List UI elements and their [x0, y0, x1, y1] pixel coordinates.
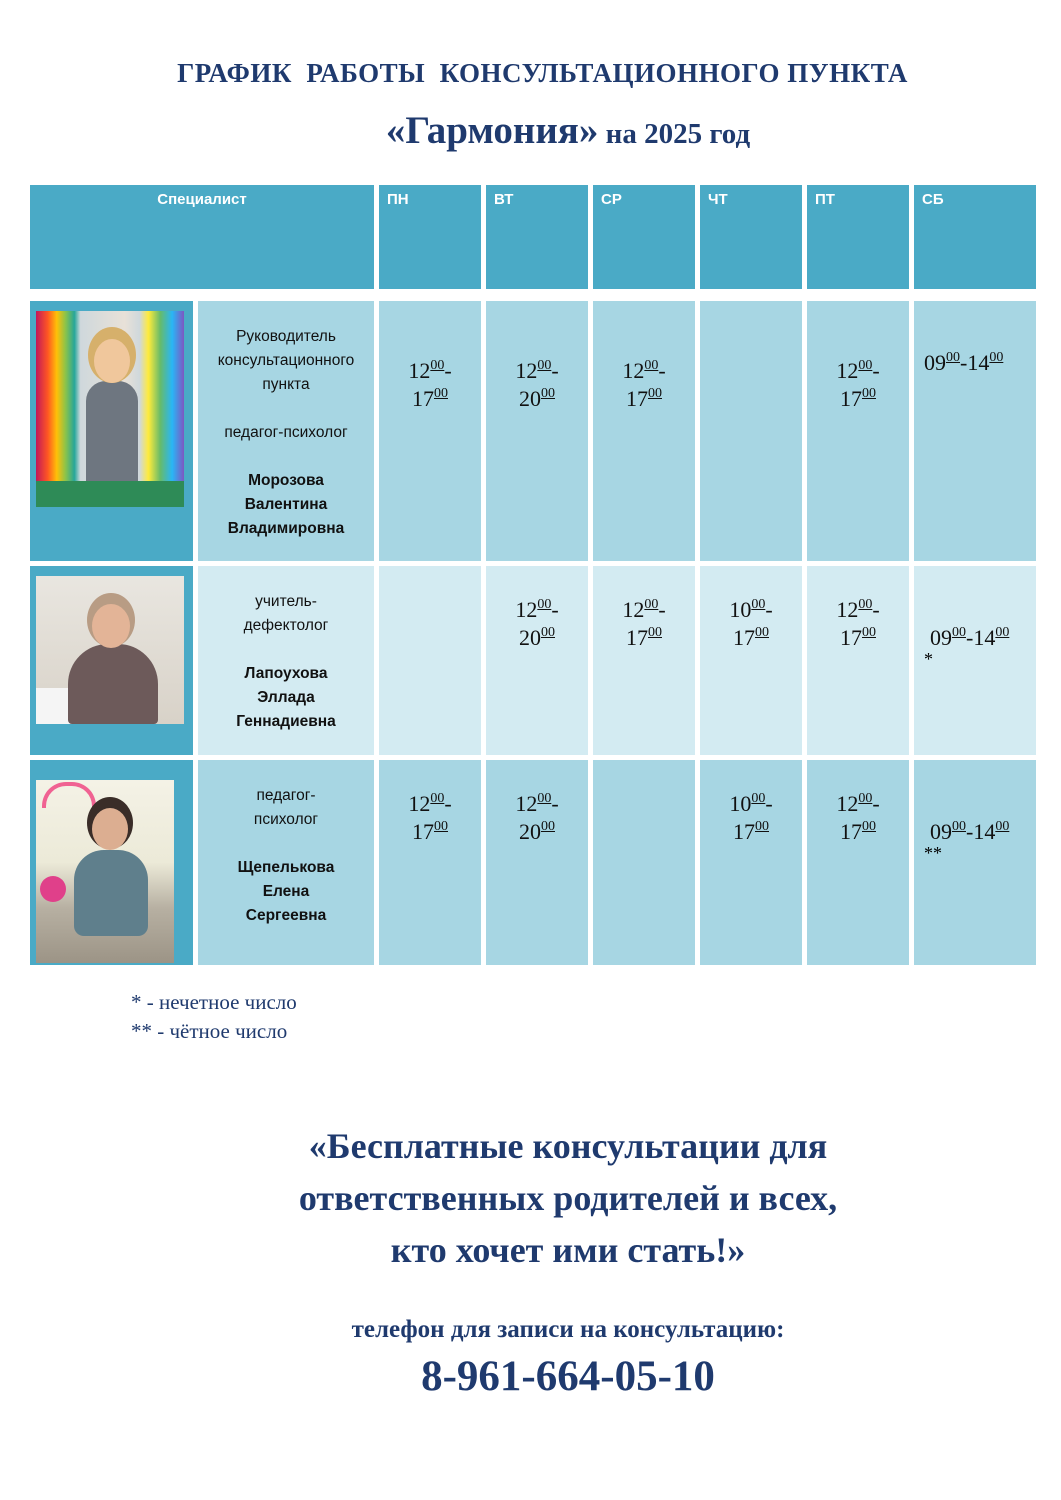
fri-cell [805, 299, 912, 564]
center-name: «Гармония» [385, 109, 599, 152]
time-range: $12^{00}-$ $17^{00}$ [836, 791, 880, 844]
mon-cell [377, 299, 484, 564]
tue-cell [484, 758, 591, 968]
title-year: на 2025 год [598, 118, 751, 150]
header-fri: ПТ [805, 183, 912, 292]
specialist-photo [36, 311, 184, 507]
specialist-name: Эллада [257, 689, 315, 706]
specialist-photo [36, 780, 174, 963]
header-sat: СБ [912, 183, 1039, 292]
time-range: $09^{00}-14^{00}$ [924, 350, 1004, 375]
mon-cell [377, 564, 484, 758]
wed-cell [591, 299, 698, 564]
thu-cell [698, 299, 805, 564]
specialist-name: Морозова [248, 472, 324, 489]
time-range: $12^{00}-$ $17^{00}$ [836, 358, 880, 411]
specialist-info [196, 299, 377, 564]
time-range: $12^{00}-$ $17^{00}$ [622, 358, 666, 411]
specialist-name: Валентина [244, 496, 328, 513]
table-row [28, 758, 1039, 968]
sat-note: ** [924, 843, 942, 863]
role-line: учитель- [255, 593, 317, 610]
time-range: $12^{00}-$ $20^{00}$ [515, 358, 559, 411]
fri-cell [805, 758, 912, 968]
specialist-name: Владимировна [227, 520, 345, 537]
mon-cell [377, 758, 484, 968]
time-range: $12^{00}-$ $17^{00}$ [836, 597, 880, 650]
sat-cell [912, 299, 1039, 564]
specialist-info [196, 564, 377, 758]
table-row [28, 564, 1039, 758]
phone-label: телефон для записи на консультацию: [351, 1316, 785, 1343]
specialist-photo [36, 576, 184, 724]
wed-cell [591, 564, 698, 758]
specialist-info [196, 758, 377, 968]
legend [131, 988, 297, 1046]
sat-cell [912, 758, 1039, 968]
time-range: $10^{00}-$ $17^{00}$ [729, 791, 773, 844]
time-range: $12^{00}-$ $20^{00}$ [515, 597, 559, 650]
header-mon: ПН [377, 183, 484, 292]
sat-cell [912, 564, 1039, 758]
slogan-line: кто хочет ими стать!» [390, 1230, 746, 1270]
page-title: ГРАФИК РАБОТЫ КОНСУЛЬТАЦИОННОГО ПУНКТА [177, 58, 908, 88]
time-range: $12^{00}-$ $17^{00}$ [408, 358, 452, 411]
role-line: педагог-психолог [224, 424, 348, 441]
specialist-name: Щепелькова [237, 859, 335, 876]
page-subtitle [0, 108, 1061, 153]
specialist-name: Сергеевна [245, 907, 327, 924]
thu-cell [698, 758, 805, 968]
photo-cell [28, 758, 196, 968]
role-line: психолог [253, 811, 319, 828]
phone-number: 8-961-664-05-10 [421, 1353, 715, 1400]
specialist-name: Геннадиевна [236, 713, 336, 730]
tue-cell [484, 564, 591, 758]
thu-cell [698, 564, 805, 758]
role-line: Руководитель [236, 328, 336, 345]
time-range: $10^{00}-$ $17^{00}$ [729, 597, 773, 650]
header-thu: ЧТ [698, 183, 805, 292]
slogan [0, 1120, 1061, 1276]
schedule-table [25, 180, 1041, 970]
header-specialist: Специалист [28, 183, 377, 292]
legend-odd: * - нечетное число [131, 990, 297, 1014]
tue-cell [484, 299, 591, 564]
role-line: дефектолог [243, 617, 329, 634]
time-range: $09^{00}-14^{00}$ [930, 625, 1010, 650]
role-line: пункта [262, 376, 310, 393]
table-header-row [28, 183, 1039, 292]
table-row [28, 299, 1039, 564]
header-tue: ВТ [484, 183, 591, 292]
photo-cell [28, 299, 196, 564]
role-line: консультационного [217, 352, 355, 369]
fri-cell [805, 564, 912, 758]
specialist-name: Лапоухова [244, 665, 328, 682]
time-range: $09^{00}-14^{00}$ [930, 819, 1010, 844]
wed-cell [591, 758, 698, 968]
time-range: $12^{00}-$ $20^{00}$ [515, 791, 559, 844]
photo-cell [28, 564, 196, 758]
legend-even: ** - чётное число [131, 1019, 288, 1043]
time-range: $12^{00}-$ $17^{00}$ [622, 597, 666, 650]
header-wed: СР [591, 183, 698, 292]
sat-note: * [924, 649, 933, 669]
time-range: $12^{00}-$ $17^{00}$ [408, 791, 452, 844]
slogan-line: «Бесплатные консультации для [308, 1126, 828, 1166]
specialist-name: Елена [262, 883, 310, 900]
role-line: педагог- [256, 787, 316, 804]
slogan-line: ответственных родителей и всех, [298, 1178, 838, 1218]
